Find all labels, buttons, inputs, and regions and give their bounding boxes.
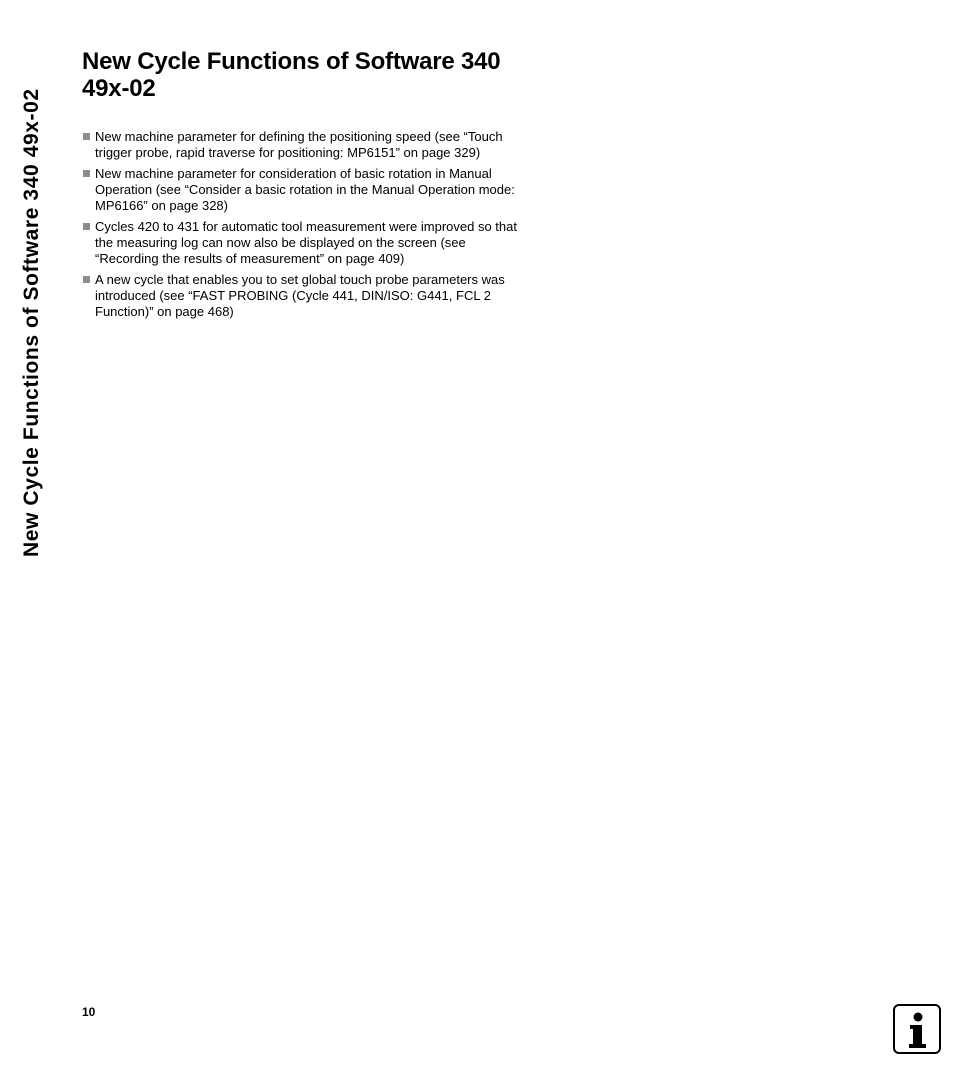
list-item-text: Cycles 420 to 431 for automatic tool measurement were improved so that the measuring log can now also be displayed on the screen (see “Recording the results of measurement” on page 409) (95, 219, 517, 266)
list-item (82, 166, 527, 214)
info-glyph (895, 1006, 939, 1052)
bullet-square-icon (83, 276, 90, 283)
side-running-title: New Cycle Functions of Software 340 49x-02 (20, 88, 43, 557)
list-item-text: New machine parameter for consideration of basic rotation in Manual Operation (see “Consider a basic rotation in the Manual Operation mode: MP6166” on page 328) (95, 166, 515, 213)
bullet-square-icon (83, 170, 90, 177)
list-item (82, 129, 527, 161)
list-item-text: New machine parameter for defining the positioning speed (see “Touch trigger probe, rapid traverse for positioning: MP6151” on page 329) (95, 129, 503, 160)
bullet-square-icon (83, 133, 90, 140)
info-icon (893, 1004, 941, 1054)
list-item (82, 272, 527, 320)
list-item-text: A new cycle that enables you to set global touch probe parameters was introduced (see “FAST PROBING (Cycle 441, DIN/ISO: G441, FCL 2 Function)” on page 468) (95, 272, 505, 319)
bullet-square-icon (83, 223, 90, 230)
page-number: 10 (82, 1005, 96, 1019)
feature-list (82, 129, 527, 325)
page-title: New Cycle Functions of Software 340 49x-02 (82, 48, 501, 102)
list-item (82, 219, 527, 267)
